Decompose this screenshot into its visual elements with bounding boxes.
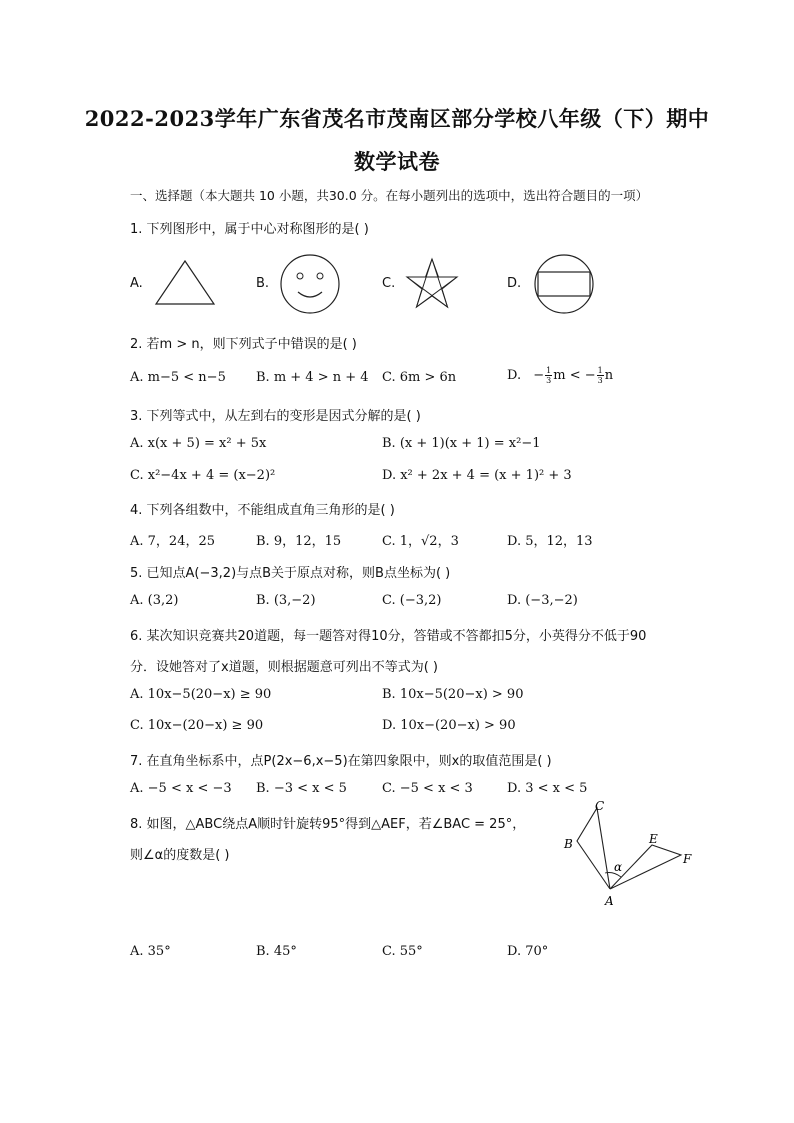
q7-option-a: A. −5 < x < −3 [130, 781, 232, 796]
q3-option-a: A. x(x + 5) = x² + 5x [130, 436, 267, 451]
question-6-stem: 6. 某次知识竞赛共20道题，每一题答对得10分，答错或不答都扣5分，小英得分不低于90 [130, 629, 647, 644]
q2d-frac2-den: 3 [597, 376, 603, 385]
star-figure [404, 256, 460, 312]
q8-option-d: D. 70° [507, 944, 549, 959]
q5-option-b: B. (3,−2) [256, 593, 316, 608]
section-heading: 一、选择题（本大题共 10 小题，共30.0 分。在每小题列出的选项中，选出符合题目的一项） [130, 188, 649, 203]
q1-option-c: C. [382, 276, 396, 291]
q8-option-a: A. 35° [130, 944, 171, 959]
q2d-frac2-num: 1 [597, 366, 603, 375]
q3-option-d: D. x² + 2x + 4 = (x + 1)² + 3 [382, 468, 572, 483]
q2d-frac1 [545, 366, 552, 385]
q3-option-b: B. (x + 1)(x + 1) = x²−1 [382, 436, 541, 451]
q1-option-b: B. [256, 276, 270, 291]
q4-option-d: D. 5，12，13 [507, 534, 593, 549]
question-8-stem: 8. 如图，△ABC绕点A顺时针旋转95°得到△AEF，若∠BAC = 25°， [130, 817, 526, 832]
question-4-stem: 4. 下列各组数中，不能组成直角三角形的是( ) [130, 503, 395, 518]
q6-option-a: A. 10x−5(20−x) ≥ 90 [130, 687, 272, 702]
q4-option-b: B. 9，12，15 [256, 534, 342, 549]
q7-option-b: B. −3 < x < 5 [256, 781, 347, 796]
q3-option-c: C. x²−4x + 4 = (x−2)² [130, 468, 276, 483]
q1-option-a: A. [130, 276, 143, 291]
question-5-stem: 5. 已知点A(−3,2)与点B关于原点对称，则B点坐标为( ) [130, 566, 451, 581]
q1-option-d: D. [507, 276, 522, 291]
q2d-frac1-den: 3 [546, 376, 552, 385]
question-1-stem: 1. 下列图形中，属于中心对称图形的是( ) [130, 222, 369, 237]
label-f: F [683, 852, 692, 866]
q2-option-c: C. 6m > 6n [382, 370, 457, 385]
question-8-stem-continued: 则∠α的度数是( ) [130, 848, 230, 863]
exam-title-line2: 数学试卷 [354, 149, 440, 174]
q2-option-b: B. m + 4 > n + 4 [256, 370, 369, 385]
q4-option-c: C. 1，√2，3 [382, 534, 459, 549]
q7-option-d: D. 3 < x < 5 [507, 781, 588, 796]
q6-option-c: C. 10x−(20−x) ≥ 90 [130, 718, 264, 733]
q2-option-a: A. m−5 < n−5 [130, 370, 226, 385]
q2d-middle: m < − [553, 368, 596, 383]
q6-option-b: B. 10x−5(20−x) > 90 [382, 687, 524, 702]
rotation-figure [555, 799, 705, 910]
question-7-stem: 7. 在直角坐标系中，点P(2x−6,x−5)在第四象限中，则x的取值范围是( ) [130, 754, 552, 769]
q7-option-c: C. −5 < x < 3 [382, 781, 473, 796]
q2d-minus: − [533, 368, 545, 383]
q5-option-a: A. (3,2) [130, 593, 179, 608]
question-3-stem: 3. 下列等式中，从左到右的变形是因式分解的是( ) [130, 409, 421, 424]
smiley-face-figure [278, 252, 342, 316]
q2d-frac1-num: 1 [546, 366, 552, 375]
q2d-frac2 [597, 366, 604, 385]
q8-option-c: C. 55° [382, 944, 423, 959]
label-e: E [649, 832, 658, 846]
q4-option-a: A. 7，24，25 [130, 534, 216, 549]
question-2-stem: 2. 若m > n，则下列式子中错误的是( ) [130, 337, 357, 352]
triangle-figure [150, 258, 220, 308]
circle-rectangle-figure [530, 252, 598, 316]
q5-option-d: D. (−3,−2) [507, 593, 578, 608]
q2d-end: n [604, 368, 614, 383]
label-a: A [605, 894, 614, 908]
exam-title-line1: 2022-2023学年广东省茂名市茂南区部分学校八年级（下）期中 [84, 106, 710, 131]
q2-option-d [507, 366, 613, 385]
label-c: C [595, 799, 605, 813]
question-6-stem-continued: 分．设她答对了x道题，则根据题意可列出不等式为( ) [130, 660, 438, 675]
label-alpha: α [614, 860, 623, 874]
q6-option-d: D. 10x−(20−x) > 90 [382, 718, 516, 733]
label-b: B [564, 837, 573, 851]
q5-option-c: C. (−3,2) [382, 593, 442, 608]
q8-option-b: B. 45° [256, 944, 297, 959]
q2-option-d-label: D. [507, 368, 522, 383]
